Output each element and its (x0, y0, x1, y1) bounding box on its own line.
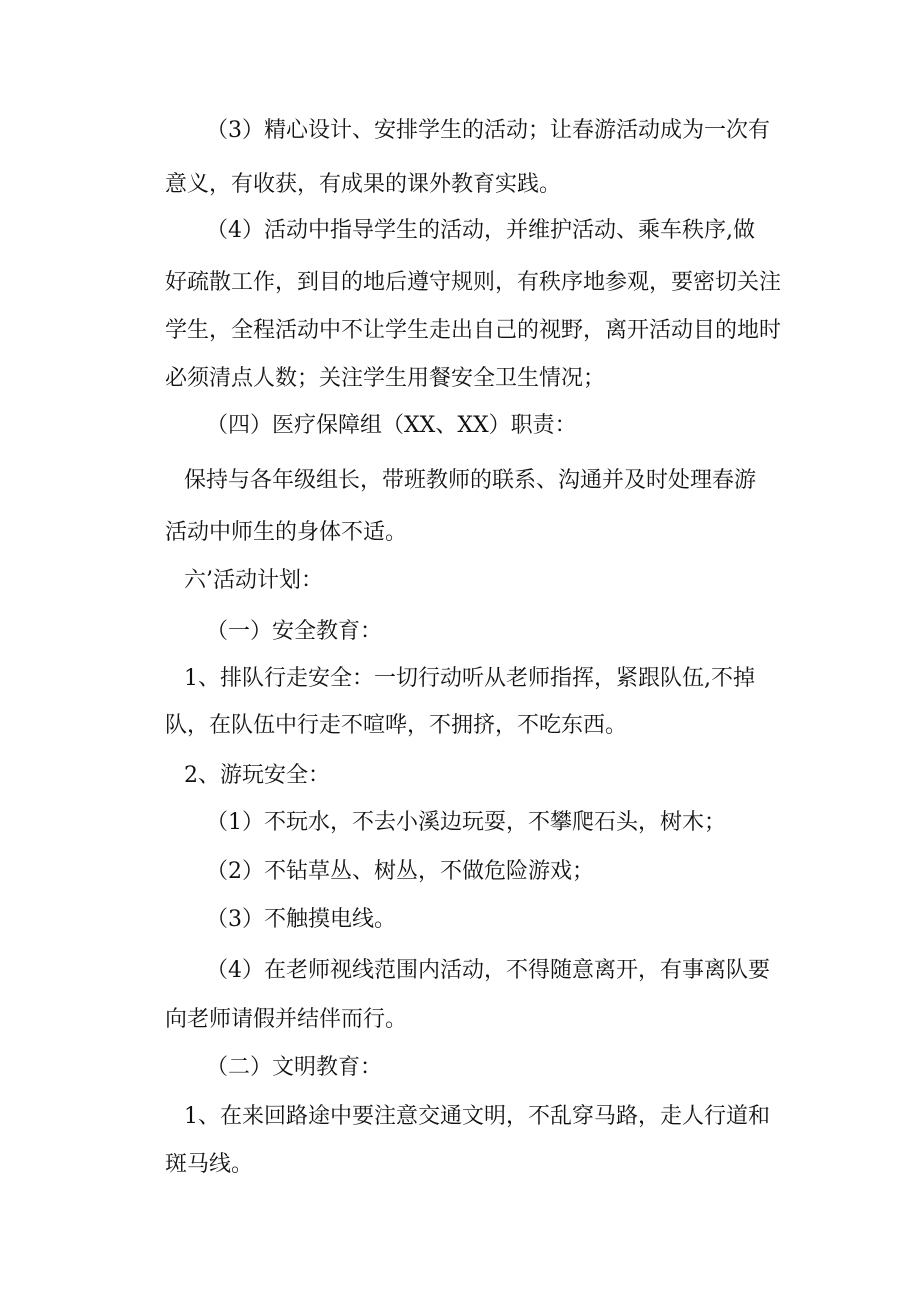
paragraph-4-line-3: 学生，全程活动中不让学生走出自己的视野，离开活动目的地时 (165, 318, 782, 343)
medical-paragraph-line-1: 保持与各年级组长，带班教师的联系、沟通并及时处理春游 (184, 468, 757, 493)
paragraph-4-line-1: （4）活动中指导学生的活动，并维护活动、乘车秩序,做 (206, 218, 755, 243)
play-safety-item-4-line-2: 向老师请假并结伴而行。 (165, 1007, 408, 1032)
paragraph-3-line-1: （3）精心设计、安排学生的活动；让春游活动成为一次有 (206, 118, 770, 143)
section-heading-activity-plan: 六’活动计划： (184, 568, 323, 593)
civility-item-1-line-2: 斑马线。 (165, 1152, 254, 1177)
section-heading-medical: （四）医疗保障组（XX、XX）职责： (206, 413, 577, 438)
subheading-civility-education: （二）文明教育： (206, 1055, 383, 1080)
queue-safety-line-2: 队，在队伍中行走不喧哗，不拥挤，不吃东西。 (165, 713, 628, 738)
civility-item-1-line-1: 1、在来回路途中要注意交通文明，不乱穿马路，走人行道和 (184, 1104, 770, 1129)
paragraph-4-line-4: 必须清点人数；关注学生用餐安全卫生情况； (165, 366, 606, 391)
play-safety-item-3: （3）不触摸电线。 (206, 907, 396, 932)
paragraph-3-line-2: 意义，有收获，有成果的课外教育实践。 (165, 172, 562, 197)
subheading-safety-education: （一）安全教育： (206, 619, 383, 644)
play-safety-item-1: （1）不玩水，不去小溪边玩耍，不攀爬石头，树木； (206, 810, 726, 835)
play-safety-item-2: （2）不钻草丛、树丛，不做危险游戏； (206, 859, 594, 884)
medical-paragraph-line-2: 活动中师生的身体不适。 (165, 520, 408, 545)
paragraph-4-line-2: 好疏散工作，到目的地后遵守规则，有秩序地参观，要密切关注 (165, 270, 782, 295)
play-safety-heading: 2、游玩安全： (184, 763, 330, 788)
play-safety-item-4-line-1: （4）在老师视线范围内活动，不得随意离开，有事离队要 (206, 958, 770, 983)
queue-safety-line-1: 1、排队行走安全：一切行动听从老师指挥，紧跟队伍,不掉 (184, 666, 755, 691)
